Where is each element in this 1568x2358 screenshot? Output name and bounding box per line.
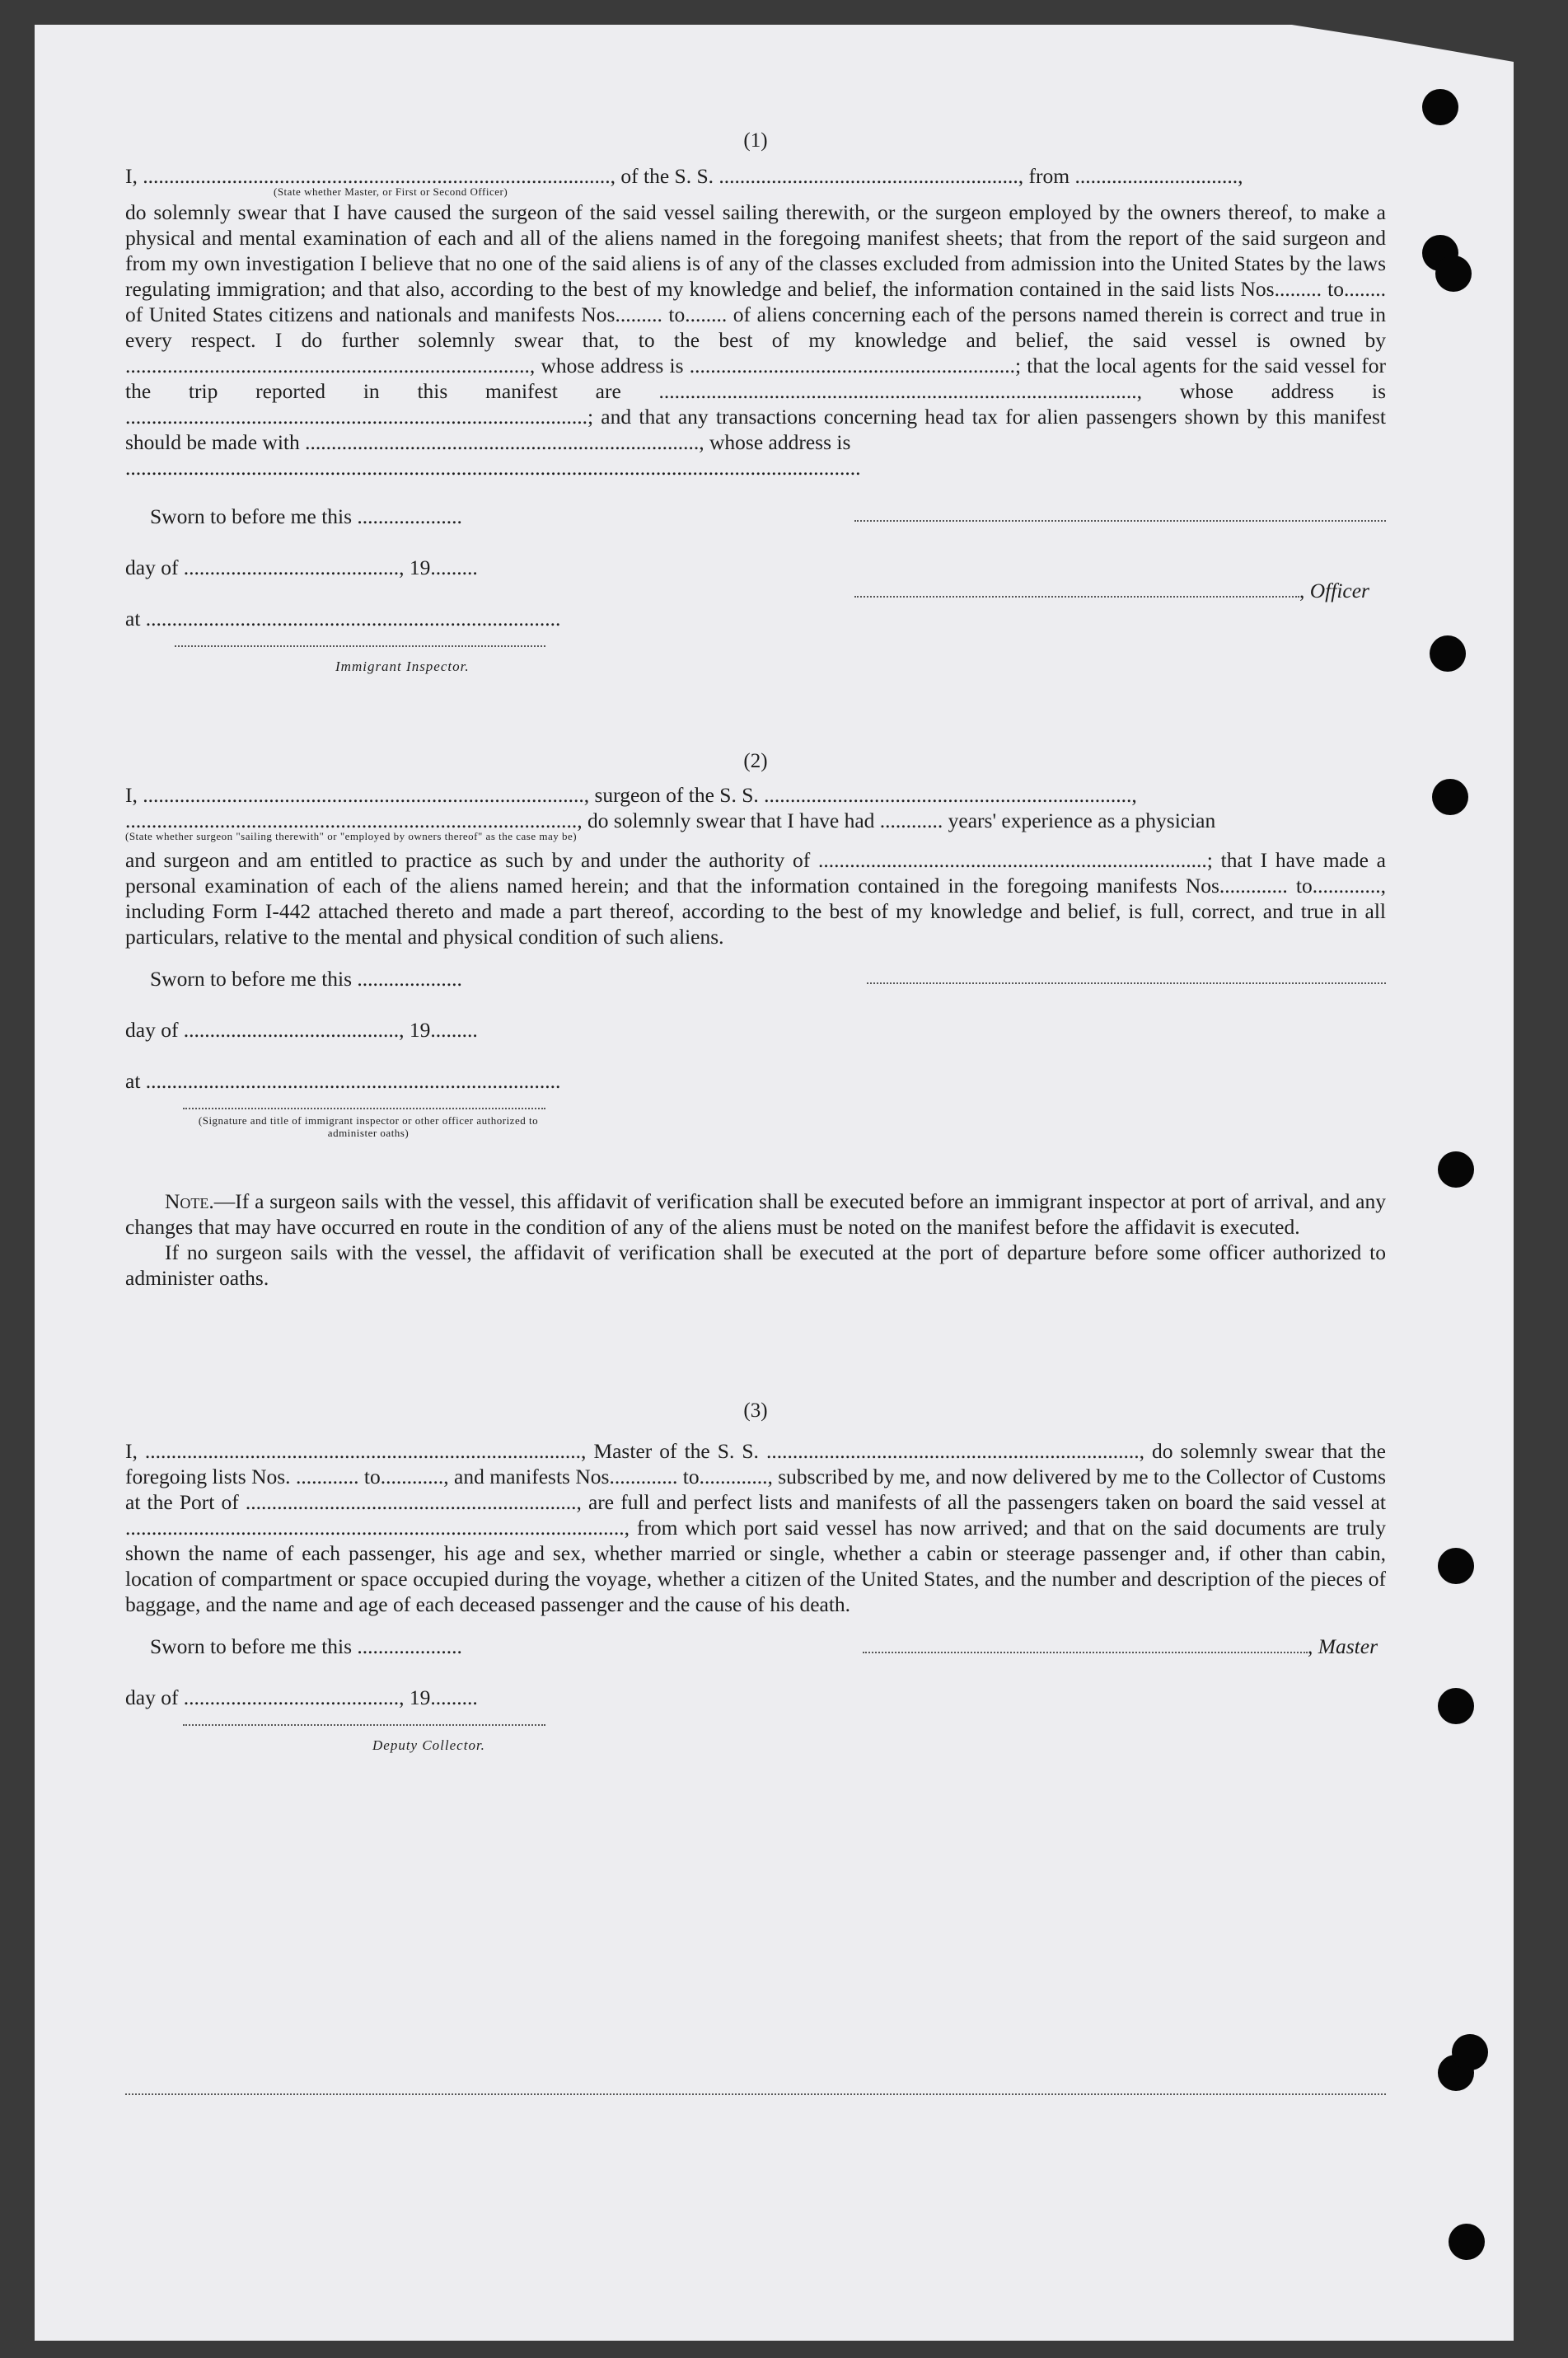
section-2-body: and surgeon and am entitled to practice as such by and under the authority of ..........................................................................; that I have made a personal examination of each of the aliens named herein; and that the information contained in the foregoing manifests Nos............. to............., including Form I-442 attached thereto and made a part thereof, according to the best of my knowledge and belief, is full, correct, and true in all particulars, relative to the mental and physical condition of such aliens. [125, 848, 1386, 949]
section-3-sworn: Sworn to before me this .................... [150, 1634, 462, 1658]
section-2-surgeon-sign-line [867, 982, 1386, 984]
section-1-at: at ............................................................................... [125, 607, 561, 631]
section-1-number: (1) [743, 129, 768, 152]
officer-label: Officer [1309, 579, 1369, 602]
section-1-inspector-line [175, 645, 545, 647]
section-2 [125, 748, 1386, 1291]
section-1-officer-line: , Officer [854, 578, 1369, 603]
section-3-signatures [125, 1617, 1386, 1782]
section-2-number: (2) [743, 750, 768, 772]
section-1-oath-line: I, ........................................................................................., of the S. S. ........................................................., from ..............................., [125, 164, 1243, 188]
section-1-inspector-caption: Immigrant Inspector. [335, 659, 470, 674]
section-1-signature-line [854, 520, 1386, 522]
section-1-signatures [125, 481, 1386, 691]
section-1 [125, 128, 1386, 691]
section-2-at: at ............................................................................... [125, 1069, 561, 1093]
section-1-officer-caption: (State whether Master, or First or Second Officer) [274, 185, 508, 198]
section-3 [125, 1398, 1386, 1782]
section-2-signatures [125, 949, 1386, 1188]
note-label: Note. [165, 1189, 214, 1213]
section-2-surgeon-caption: (State whether surgeon "sailing therewith" or "employed by owners thereof" as the case may be) [125, 830, 578, 842]
section-2-note [125, 1188, 1386, 1240]
section-3-master-line: , Master [863, 1634, 1378, 1659]
section-3-body: I, ..................................................................................., Master of the S. S. ......................................................................., do solemnly swear that the foregoing lists Nos. ............ to............, and manifests Nos............. to............., subscribed by me, and now delivered by me to the Collector of Customs at the Port of ..............................................................., are full and perfect lists and manifests of all the passengers taken on board the said vessel at ..............................................................................................., from which port said vessel has now arrived; and that on the said documents are truly shown the name of each passenger, his age and sex, whether married or single, whether a cabin or steerage passenger and, if other than cabin, location of compartment or space occupied during the voyage, whether a citizen of the United States, and the number and description of the pieces of baggage, and the name and age of each deceased passenger and the cause of his death. [125, 1439, 1386, 1616]
section-3-day-of: day of ........................................., 19......... [125, 1685, 478, 1709]
section-2-note2: If no surgeon sails with the vessel, the affidavit of verification shall be executed at the port of departure before some officer authorized to administer oaths. [125, 1240, 1386, 1290]
section-3-number: (3) [743, 1399, 768, 1422]
note-text: —If a surgeon sails with the vessel, this affidavit of verification shall be executed before an immigrant inspector at port of arrival, and any changes that may have occurred en route in the condition of any of the aliens must be noted on the manifest before the affidavit is executed. [125, 1189, 1386, 1239]
section-2-day-of: day of ........................................., 19......... [125, 1018, 478, 1042]
section-1-body: do solemnly swear that I have caused the surgeon of the said vessel sailing therewith, or the surgeon employed by the owners thereof, to make a physical and mental examination of each and all of the aliens named in the foregoing manifest sheets; that from the report of the said surgeon and from my own investigation I believe that no one of the said aliens is of any of the classes excluded from admission into the United States by the laws regulating immigration; and that also, according to the best of my knowledge and belief, the information contained in the said lists Nos......... to........ of United States citizens and nationals and manifests Nos......... to........ of aliens concerning each of the persons named therein is correct and true in every respect. I do further solemnly swear that, to the best of my knowledge and belief, the said vessel is owned by ............................................................................., whose address is ..............................................................; that the local agents for the said vessel for the trip reported in this manifest are ..........................................................................................., whose address is ........................................................................................; and that any transactions concerning head tax for alien passengers shown by this manifest should be made with ..........................................................................., whose address is [125, 200, 1386, 454]
section-2-signature-line [183, 1108, 545, 1109]
section-3-deputy-line [183, 1724, 545, 1726]
section-1-body-end: ............................................................................................................................................ [125, 456, 861, 480]
section-1-sworn: Sworn to before me this .................... [150, 504, 462, 528]
bottom-rule [125, 2093, 1386, 2095]
section-3-deputy-caption: Deputy Collector. [372, 1737, 485, 1753]
section-1-day-of: day of ........................................., 19......... [125, 556, 478, 579]
section-2-line2: ......................................................................................, do solemnly swear that I have had ............ years' experience as a physician [125, 809, 1216, 832]
section-2-sig-caption: (Signature and title of immigrant inspector or other officer authorized to administer oaths) [198, 1114, 539, 1139]
form-content [125, 128, 1386, 1782]
section-2-line1: I, ...................................................................................., surgeon of the S. S. ......................................................................, [125, 783, 1137, 807]
section-2-sworn: Sworn to before me this .................... [150, 967, 462, 991]
